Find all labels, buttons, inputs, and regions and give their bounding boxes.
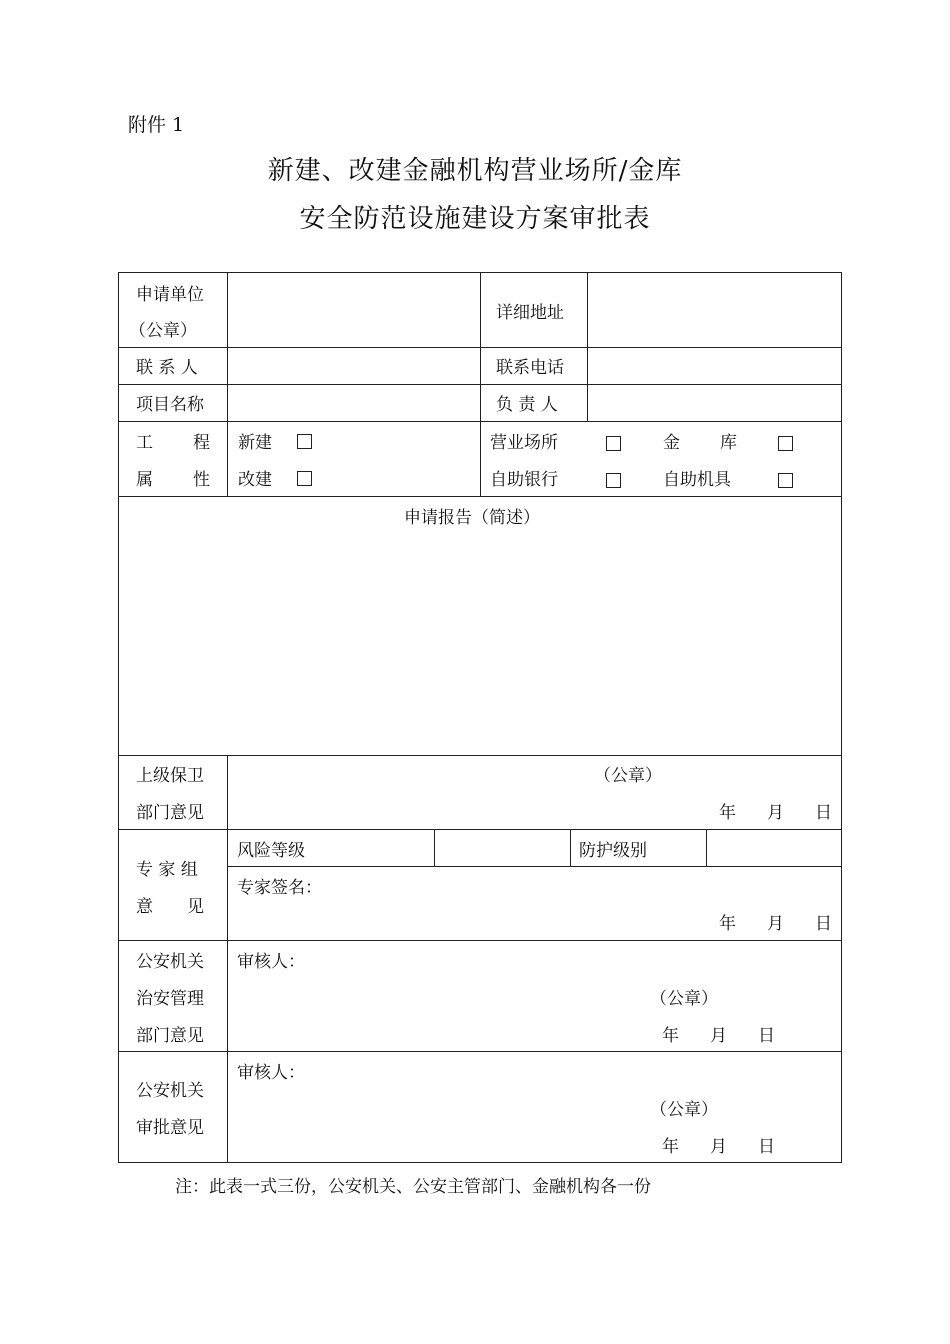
reviewer-label: 审核人： [237, 1063, 305, 1083]
date-month: 月 [767, 803, 784, 823]
table-border-right [841, 272, 842, 1163]
attachment-label: 附件 1 [128, 114, 185, 136]
police-mgmt-label: 治安管理 [136, 989, 204, 1009]
date-year: 年 [662, 1137, 679, 1157]
detail-address-label: 详细地址 [496, 303, 564, 323]
row-divider [118, 496, 842, 497]
form-title-line-1: 新建、改建金融机构营业场所/金库 [267, 156, 683, 186]
protection-level-field[interactable] [708, 831, 840, 865]
date-year: 年 [719, 914, 736, 934]
rebuild-checkbox[interactable] [297, 471, 312, 486]
date-month: 月 [710, 1026, 727, 1046]
police-approval-label: 审批意见 [136, 1118, 204, 1138]
expert-signature-label: 专家签名： [237, 878, 322, 898]
vault-label-char: 库 [720, 433, 737, 453]
contact-phone-label: 联系电话 [496, 358, 564, 378]
table-border-left [118, 272, 119, 1163]
report-title: 申请报告（简述） [404, 508, 540, 528]
expert-group-label: 意 见 [136, 897, 204, 917]
police-mgmt-label: 部门意见 [136, 1026, 204, 1046]
person-in-charge-label: 负 责 人 [496, 395, 558, 415]
report-text-area[interactable] [128, 540, 832, 745]
rebuild-option [238, 470, 312, 490]
superior-security-label: 部门意见 [136, 803, 204, 823]
police-mgmt-seal: （公章） [650, 989, 718, 1009]
column-divider [480, 272, 481, 496]
superior-security-label: 上级保卫 [136, 766, 204, 786]
project-attr-char: 程 [193, 433, 210, 453]
business-place-checkbox[interactable] [606, 436, 621, 451]
protection-level-label: 防护级别 [579, 841, 647, 861]
column-divider [587, 272, 588, 421]
project-name-label: 项目名称 [136, 395, 204, 415]
rebuild-label: 改建 [238, 470, 272, 490]
superior-seal: （公章） [594, 766, 662, 786]
vault-checkbox[interactable] [778, 436, 793, 451]
new-build-label: 新建 [238, 433, 272, 453]
date-year: 年 [662, 1026, 679, 1046]
date-year: 年 [719, 803, 736, 823]
police-mgmt-label: 公安机关 [136, 952, 204, 972]
vault-label-char: 金 [663, 433, 680, 453]
date-day: 日 [815, 803, 832, 823]
new-build-option [238, 433, 312, 453]
form-title-line-2: 安全防范设施建设方案审批表 [299, 204, 651, 234]
project-attr-char: 性 [193, 470, 210, 490]
risk-level-field[interactable] [436, 831, 568, 865]
risk-level-label: 风险等级 [237, 841, 305, 861]
footnote: 注：此表一式三份，公安机关、公安主管部门、金融机构各一份 [175, 1177, 651, 1197]
date-day: 日 [758, 1137, 775, 1157]
police-approval-seal: （公章） [650, 1100, 718, 1120]
date-day: 日 [815, 914, 832, 934]
date-month: 月 [767, 914, 784, 934]
column-divider [227, 755, 228, 1163]
police-approval-label: 公安机关 [136, 1081, 204, 1101]
date-month: 月 [710, 1137, 727, 1157]
self-service-bank-checkbox[interactable] [606, 473, 621, 488]
self-service-machine-label: 自助机具 [663, 470, 731, 490]
self-service-machine-checkbox[interactable] [778, 473, 793, 488]
column-divider [570, 829, 571, 866]
row-divider [228, 866, 842, 867]
project-attr-char: 工 [136, 433, 153, 453]
column-divider [227, 272, 228, 496]
expert-group-label: 专 家 组 [136, 860, 198, 880]
column-divider [706, 829, 707, 866]
date-day: 日 [758, 1026, 775, 1046]
column-divider [434, 829, 435, 866]
self-service-bank-label: 自助银行 [490, 470, 558, 490]
project-attr-char: 属 [136, 470, 153, 490]
applicant-unit-label: 申请单位 [136, 285, 204, 305]
reviewer-label: 审核人： [237, 952, 305, 972]
contact-person-label: 联 系 人 [136, 358, 198, 378]
business-place-label: 营业场所 [490, 433, 558, 453]
new-build-checkbox[interactable] [297, 434, 312, 449]
applicant-unit-seal: （公章） [129, 321, 197, 341]
